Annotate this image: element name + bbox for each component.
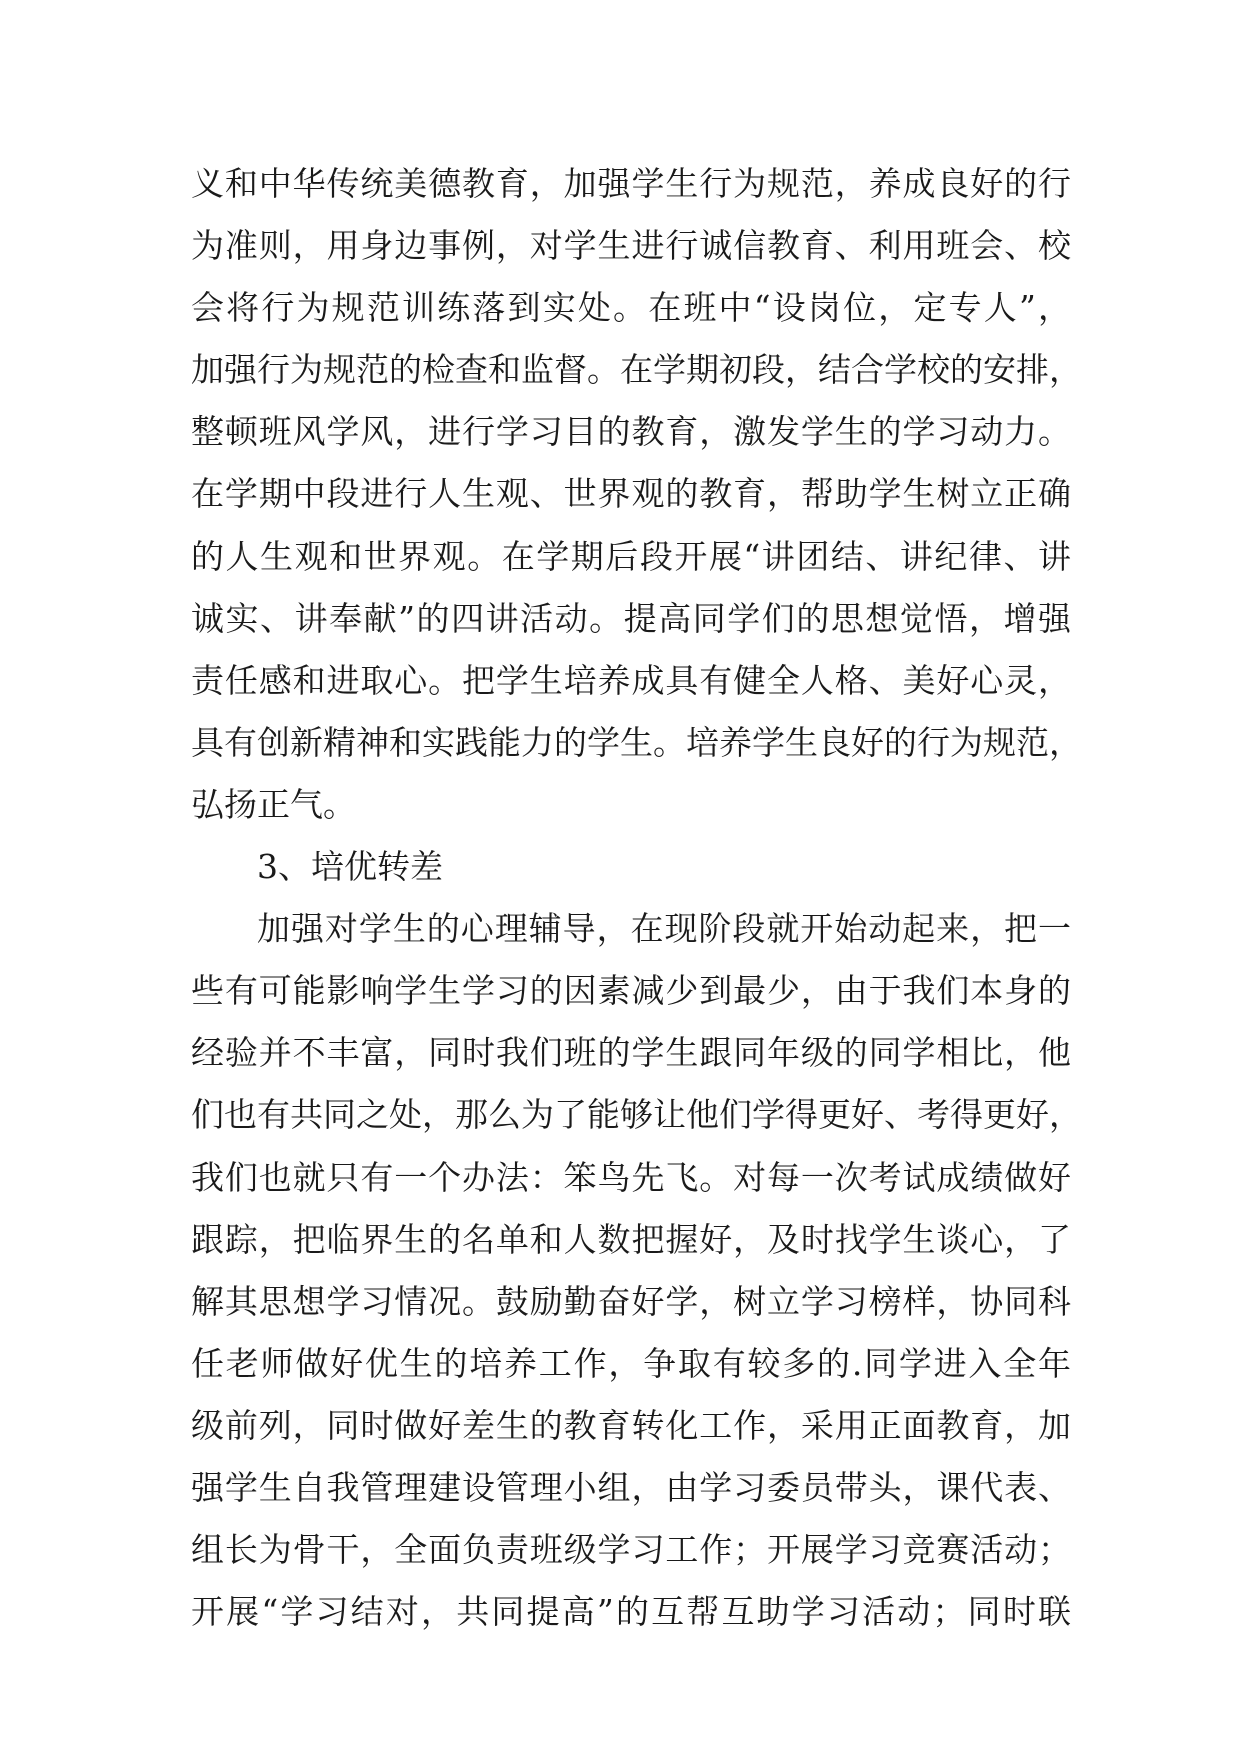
text-line: 具有创新精神和实践能力的学生。培养学生良好的行为规范，: [191, 722, 1082, 762]
text-line: 经验并不丰富，同时我们班的学生跟同年级的同学相比，他: [191, 1033, 1071, 1073]
text-line: 会将行为规范训练落到实处。在班中“设岗位，定专人”，: [191, 288, 1071, 328]
text-line: 些有可能影响学生学习的因素减少到最少，由于我们本身的: [191, 971, 1071, 1011]
text-line: 们也有共同之处，那么为了能够让他们学得更好、考得更好，: [191, 1095, 1082, 1135]
text-line: 整顿班风学风，进行学习目的教育，激发学生的学习动力。: [191, 412, 1071, 452]
text-line: 组长为骨干，全面负责班级学习工作；开展学习竞赛活动；: [191, 1530, 1071, 1570]
text-line: 责任感和进取心。把学生培养成具有健全人格、美好心灵，: [191, 660, 1071, 700]
text-line: 强学生自我管理建设管理小组，由学习委员带头，课代表、: [191, 1467, 1071, 1507]
text-line: 任老师做好优生的培养工作，争取有较多的.同学进入全年: [191, 1343, 1071, 1383]
text-line: 的人生观和世界观。在学期后段开展“讲团结、讲纪律、讲: [191, 536, 1071, 576]
text-line: 跟踪，把临界生的名单和人数把握好，及时找学生谈心，了: [191, 1219, 1071, 1259]
text-line: 在学期中段进行人生观、世界观的教育，帮助学生树立正确: [191, 474, 1071, 514]
text-line: 开展“学习结对，共同提高”的互帮互助学习活动；同时联: [191, 1592, 1071, 1632]
text-line: 弘扬正气。: [191, 784, 356, 824]
text-line: 级前列，同时做好差生的教育转化工作，采用正面教育，加: [191, 1405, 1071, 1445]
text-line: 诚实、讲奉献”的四讲活动。提高同学们的思想觉悟，增强: [191, 598, 1071, 638]
text-line: 义和中华传统美德教育，加强学生行为规范，养成良好的行: [191, 164, 1071, 203]
text-line: 加强对学生的心理辅导，在现阶段就开始动起来，把一: [257, 909, 1071, 949]
section-heading: 3、培优转差: [257, 847, 443, 887]
text-line: 加强行为规范的检查和监督。在学期初段，结合学校的安排，: [191, 350, 1082, 390]
text-line: 解其思想学习情况。鼓励勤奋好学，树立学习榜样，协同科: [191, 1281, 1071, 1321]
text-line: 为准则，用身边事例，对学生进行诚信教育、利用班会、校: [191, 226, 1071, 266]
text-line: 我们也就只有一个办法：笨鸟先飞。对每一次考试成绩做好: [191, 1157, 1071, 1197]
body-text: [191, 153, 1082, 1643]
